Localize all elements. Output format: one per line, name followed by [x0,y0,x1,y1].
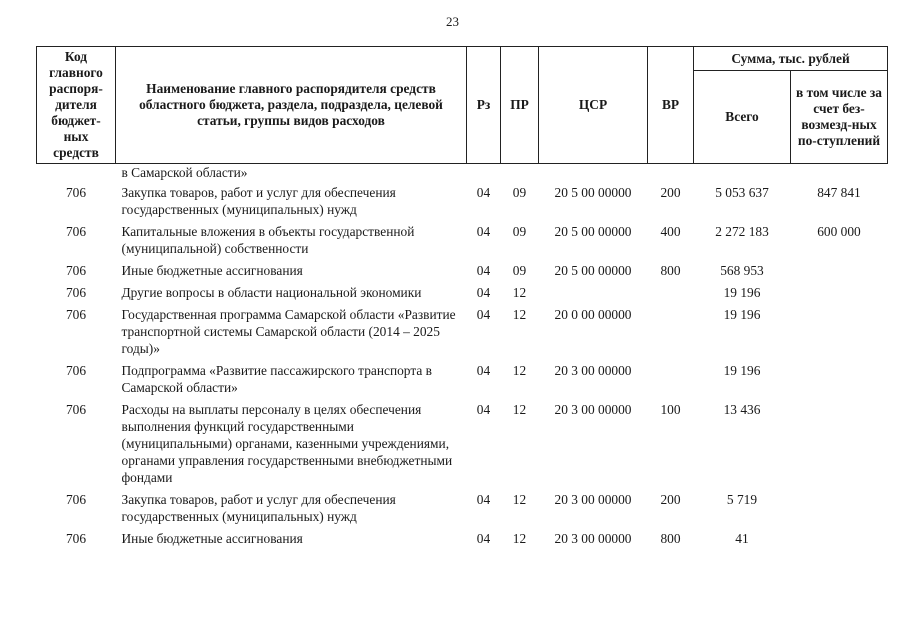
row-rz: 04 [476,307,491,322]
row-vr: 100 [660,402,681,417]
row-code: 706 [65,263,87,278]
page-number: 23 [446,14,459,29]
row-pr: 09 [512,224,527,239]
header-total: Всего [694,71,791,164]
row-rz: 04 [476,285,491,300]
row-rz: 04 [476,185,491,200]
row-csr: 20 3 00 00000 [554,531,632,546]
row-name: Другие вопросы в области национальной экономики [121,285,422,300]
row-vr [648,359,694,398]
header-name: Наименование главного распорядителя средств областного бюджета, раздела, подраздела, целевой статьи, группы видов расходов [116,47,467,164]
header-rz: Рз [467,47,501,164]
row-vr: 200 [660,185,681,200]
table-row [37,359,888,398]
row-total: 19 196 [723,307,761,322]
row-pr: 09 [512,263,527,278]
row-total: 2 272 183 [715,224,769,239]
row-vr: 400 [660,224,681,239]
row-name: Расходы на выплаты персоналу в целях обеспечения выполнения функций государственными (муниципальными) органами, казенными учреждениями, органами управления государственными внебюджетными фондами [121,402,453,485]
row-grant: 600 000 [817,224,861,239]
row-total: 5 053 637 [715,185,769,200]
row-code: 706 [65,307,87,322]
row-grant [791,359,888,398]
row-rz: 04 [476,263,491,278]
header-grants: в том числе за счет без-возмезд-ных по-ступлений [791,71,888,164]
table-row [37,259,888,281]
row-total: 5 719 [726,492,758,507]
row-total: 19 196 [723,285,761,300]
row-vr [648,281,694,303]
header-code: Код главного распоря-дителя бюджет-ных средств [37,47,116,164]
budget-table-container [36,46,887,549]
row-grant [791,398,888,488]
row-total: 568 953 [720,263,764,278]
row-grant [791,259,888,281]
row-vr: 800 [660,263,681,278]
table-row [37,281,888,303]
row-grant [791,527,888,549]
row-total: 13 436 [723,402,761,417]
continuation-row [37,164,888,182]
row-grant: 847 841 [817,185,861,200]
header-sum-group: Сумма, тыс. рублей [694,47,888,71]
row-name: Закупка товаров, работ и услуг для обеспечения государственных (муниципальных) нужд [121,185,396,217]
row-code: 706 [65,224,87,239]
row-csr [539,281,648,303]
row-rz: 04 [476,224,491,239]
continuation-text: в Самарской области» [121,165,248,180]
row-code: 706 [65,285,87,300]
table-body [37,164,888,550]
row-rz: 04 [476,531,491,546]
row-pr: 12 [512,531,527,546]
table-row [37,488,888,527]
row-vr [648,303,694,359]
row-code: 706 [65,363,87,378]
row-grant [791,488,888,527]
table-header [37,47,888,164]
row-pr: 12 [512,285,527,300]
header-csr: ЦСР [539,47,648,164]
header-pr: ПР [501,47,539,164]
table-row [37,398,888,488]
row-name: Государственная программа Самарской области «Развитие транспортной системы Самарской области (2014 – 2025 годы)» [121,307,456,356]
row-rz: 04 [476,363,491,378]
row-csr: 20 3 00 00000 [554,402,632,417]
row-csr: 20 5 00 00000 [554,263,632,278]
row-name: Иные бюджетные ассигнования [121,531,303,546]
row-total: 19 196 [723,363,761,378]
row-vr: 800 [660,531,681,546]
row-pr: 09 [512,185,527,200]
budget-table [36,46,888,549]
table-row [37,220,888,259]
row-name: Капитальные вложения в объекты государственной (муниципальной) собственности [121,224,415,256]
row-rz: 04 [476,492,491,507]
table-row [37,527,888,549]
row-name: Закупка товаров, работ и услуг для обеспечения государственных (муниципальных) нужд [121,492,396,524]
row-name: Иные бюджетные ассигнования [121,263,303,278]
table-row [37,303,888,359]
row-code: 706 [65,492,87,507]
row-csr: 20 5 00 00000 [554,185,632,200]
table-row [37,181,888,220]
row-total: 41 [735,531,749,546]
row-csr: 20 3 00 00000 [554,492,632,507]
row-rz: 04 [476,402,491,417]
row-csr: 20 0 00 00000 [554,307,632,322]
row-vr: 200 [660,492,681,507]
row-pr: 12 [512,492,527,507]
row-name: Подпрограмма «Развитие пассажирского транспорта в Самарской области» [121,363,432,395]
row-csr: 20 3 00 00000 [554,363,632,378]
row-code: 706 [65,402,87,417]
row-grant [791,303,888,359]
row-code: 706 [65,185,87,200]
row-pr: 12 [512,402,527,417]
row-pr: 12 [512,363,527,378]
header-vr: ВР [648,47,694,164]
row-code: 706 [65,531,87,546]
row-csr: 20 5 00 00000 [554,224,632,239]
row-grant [791,281,888,303]
row-pr: 12 [512,307,527,322]
